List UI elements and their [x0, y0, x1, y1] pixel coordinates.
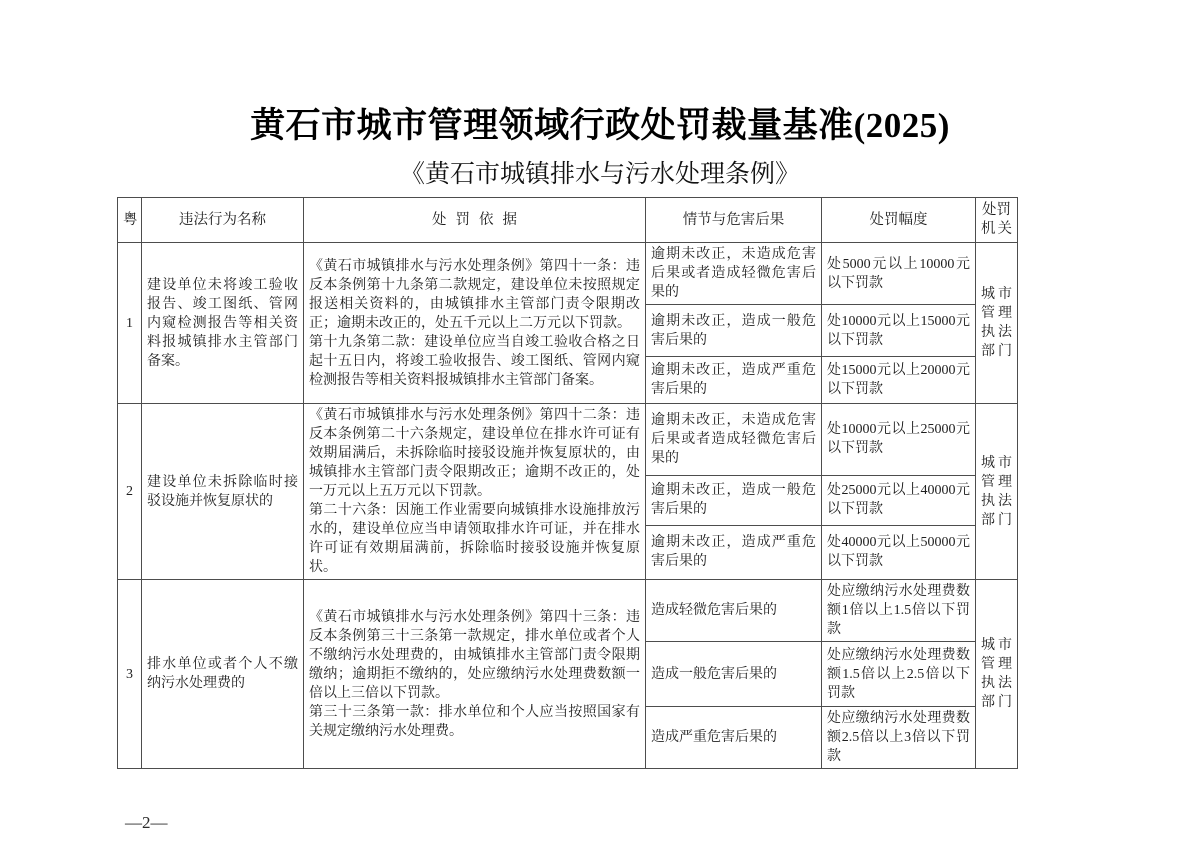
- circumstance-cell: 逾期未改正，未造成危害后果或者造成轻微危害后果的: [646, 243, 822, 305]
- penalty-range-cell: 处应缴纳污水处理费数额1.5倍以上2.5倍以下罚款: [822, 642, 976, 707]
- page-subtitle: 《黄石市城镇排水与污水处理条例》: [399, 161, 800, 188]
- penalty-range-cell: 处10000元以上15000元以下罚款: [822, 305, 976, 357]
- basis-paragraph-2: 第二十六条：因施工作业需要向城镇排水设施排放污水的，建设单位应当申请领取排水许可证，并在排水许可证有效期届满前，拆除临时接驳设施并恢复原状。: [309, 503, 640, 575]
- circumstance-cell: 逾期未改正，造成一般危害后果的: [646, 475, 822, 525]
- circumstance-cell: 逾期未改正，造成严重危害后果的: [646, 357, 822, 404]
- circumstance-cell: 造成一般危害后果的: [646, 642, 822, 707]
- penalty-range-cell: 处应缴纳污水处理费数额1倍以上1.5倍以下罚款: [822, 580, 976, 642]
- page-number: —2—: [125, 813, 168, 832]
- penalty-range-cell: 处25000元以上40000元以下罚款: [822, 475, 976, 525]
- header-index: 粤: [118, 198, 142, 243]
- row-number: 3: [118, 580, 142, 769]
- circumstance-cell: 逾期未改正，造成严重危害后果的: [646, 525, 822, 579]
- basis-paragraph-2: 第三十三条第一款：排水单位和个人应当按照国家有关规定缴纳污水处理费。: [309, 704, 640, 739]
- penalty-range-cell: 处5000元以上10000元以下罚款: [822, 243, 976, 305]
- circumstance-cell: 造成严重危害后果的: [646, 707, 822, 769]
- basis-paragraph-2: 第十九条第二款：建设单位应当自竣工验收合格之日起十五日内，将竣工验收报告、竣工图纸、管网内窥检测报告等相关资料报城镇排水主管部门备案。: [309, 334, 640, 388]
- page-title: 黄石市城市管理领域行政处罚裁量基准(2025): [250, 106, 950, 145]
- penalty-range-cell: 处应缴纳污水处理费数额2.5倍以上3倍以下罚款: [822, 707, 976, 769]
- violation-name-cell: 建设单位未将竣工验收报告、竣工图纸、管网内窥检测报告等相关资料报城镇排水主管部门备案。: [142, 243, 304, 404]
- penalty-agency-cell: 城市管理执法部门: [976, 404, 1018, 580]
- penalty-agency-cell: 城市管理执法部门: [976, 580, 1018, 769]
- header-penalty-basis-label: 处罚依据: [432, 211, 526, 228]
- penalty-standards-table: [117, 197, 1018, 769]
- table-header-row: [118, 198, 1018, 243]
- basis-paragraph-1: 《黄石市城镇排水与污水处理条例》第四十三条：违反本条例第三十三条第一款规定，排水单位或者个人不缴纳污水处理费的，由城镇排水主管部门责令限期缴纳；逾期拒不缴纳的，处应缴纳污水处理费数额一倍以上三倍以下罚款。: [309, 609, 640, 701]
- header-penalty-basis: [304, 198, 646, 243]
- table-row: [118, 243, 1018, 305]
- violation-name-cell: 排水单位或者个人不缴纳污水处理费的: [142, 580, 304, 769]
- penalty-basis-cell: [304, 404, 646, 580]
- basis-paragraph-1: 《黄石市城镇排水与污水处理条例》第四十一条：违反本条例第十九条第二款规定，建设单位未按照规定报送相关资料的，由城镇排水主管部门责令限期改正；逾期未改正的，处五千元以上二万元以下罚款。: [309, 258, 640, 331]
- penalty-range-cell: 处15000元以上20000元以下罚款: [822, 357, 976, 404]
- penalty-basis-cell: [304, 580, 646, 769]
- header-penalty-agency: 处罚机关: [976, 198, 1018, 243]
- penalty-basis-cell: [304, 243, 646, 404]
- penalty-range-cell: 处40000元以上50000元以下罚款: [822, 525, 976, 579]
- table-row: [118, 580, 1018, 642]
- row-number: 1: [118, 243, 142, 404]
- table-row: [118, 404, 1018, 476]
- basis-paragraph-1: 《黄石市城镇排水与污水处理条例》第四十二条：违反本条例第二十六条规定，建设单位在排水许可证有效期届满后，未拆除临时接驳设施并恢复原状的，由城镇排水主管部门责令限期改正；逾期不改正的，处一万元以上五万元以下罚款。: [309, 408, 640, 499]
- penalty-range-cell: 处10000元以上25000元以下罚款: [822, 404, 976, 476]
- violation-name-cell: 建设单位未拆除临时接驳设施并恢复原状的: [142, 404, 304, 580]
- circumstance-cell: 逾期未改正，造成一般危害后果的: [646, 305, 822, 357]
- header-penalty-range: 处罚幅度: [822, 198, 976, 243]
- circumstance-cell: 逾期未改正，未造成危害后果或者造成轻微危害后果的: [646, 404, 822, 476]
- circumstance-cell: 造成轻微危害后果的: [646, 580, 822, 642]
- row-number: 2: [118, 404, 142, 580]
- header-circumstance: 情节与危害后果: [646, 198, 822, 243]
- penalty-agency-cell: 城市管理执法部门: [976, 243, 1018, 404]
- header-violation-name: 违法行为名称: [142, 198, 304, 243]
